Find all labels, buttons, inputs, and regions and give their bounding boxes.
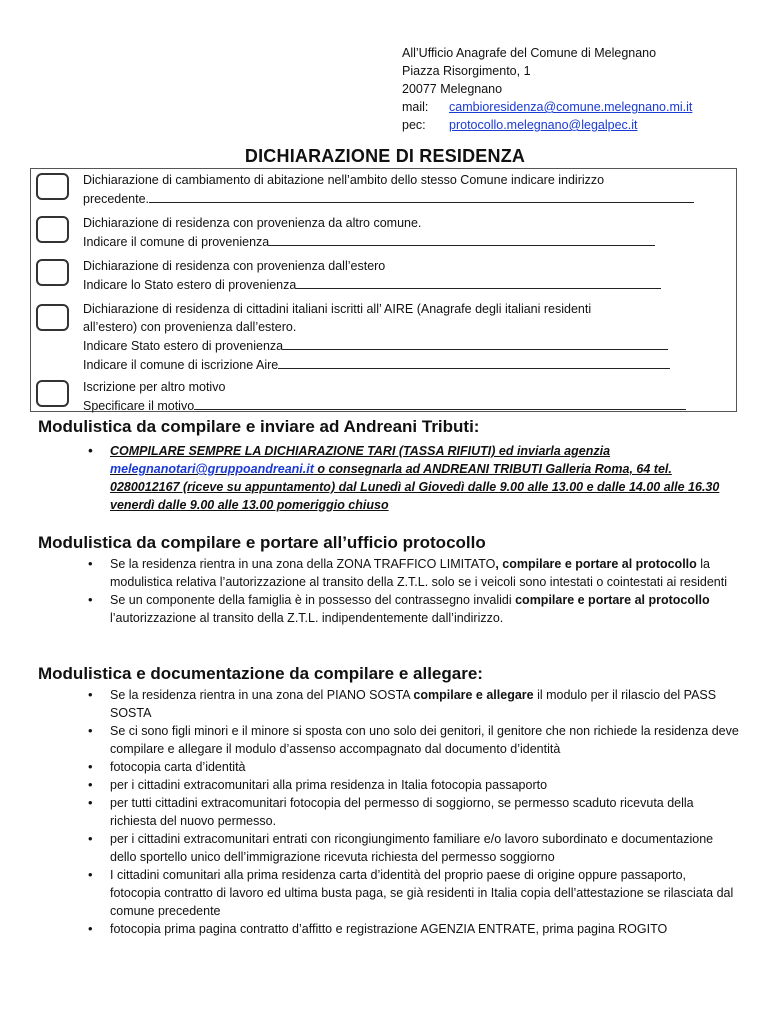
section-heading-protocollo: Modulistica da compilare e portare all’ufficio protocollo [38, 533, 486, 552]
document-title: DICHIARAZIONE DI RESIDENZA [244, 146, 526, 166]
list-item: • Se un componente della famiglia è in possesso del contrassegno invalidi compilare e portare al protocollo l’autorizzazione al transito della Z.T.L. indipendentemente dall’indirizzo. [88, 591, 736, 627]
pec-label: pec: [402, 118, 426, 132]
allegare-list [88, 686, 740, 938]
list-item: • COMPILARE SEMPRE LA DICHIARAZIONE TARI (TASSA RIFIUTI) ed inviarla agenzia melegnanotari@gruppoandreani.it o consegnarla ad ANDREANI TRIBUTI Galleria Roma, 64 tel. 0280012167 (riceve su appuntamento) dal Lunedì al Giovedì dalle 9.00 alle 13.00 e dalle 14.00 alle 16.30 venerdì dalle 9.00 alle 13.00 pomeriggio chiuso [88, 442, 736, 514]
option-text: Dichiarazione di residenza con provenienza da altro comune. Indicare il comune di provenienza [83, 214, 728, 251]
option-text: Dichiarazione di residenza di cittadini italiani iscritti all’ AIRE (Anagrafe degli italiani residenti all’estero) con provenienza dall’estero. Indicare Stato estero di provenienza Indicare il comune di iscrizione Aire [83, 300, 728, 374]
section-heading-allegare: Modulistica e documentazione da compilare e allegare: [38, 664, 483, 683]
fill-line[interactable] [194, 396, 686, 410]
option-checkbox[interactable] [36, 259, 69, 286]
option-checkbox[interactable] [36, 173, 69, 200]
option-text: Dichiarazione di cambiamento di abitazione nell’ambito dello stesso Comune indicare indirizzo precedente. [83, 171, 728, 208]
address-line-1: All’Ufficio Anagrafe del Comune di Melegnano [402, 46, 657, 60]
fill-line[interactable] [149, 189, 694, 203]
andreani-list [88, 442, 736, 514]
list-item: • I cittadini comunitari alla prima residenza carta d’identità del proprio paese di origine oppure passaporto, fotocopia contratto di lavoro ed ultima busta paga, se già residenti in Italia copia dell’attestazione se rilasciata dal comune precedente [88, 866, 740, 920]
mail-link[interactable]: cambioresidenza@comune.melegnano.mi.it [449, 100, 693, 114]
mail-row [402, 98, 692, 116]
list-item: • fotocopia carta d’identità [88, 758, 740, 776]
list-item: • per tutti cittadini extracomunitari fotocopia del permesso di soggiorno, se permesso scaduto ricevuta della richiesta del nuovo permesso. [88, 794, 740, 830]
list-item: • per i cittadini extracomunitari alla prima residenza in Italia fotocopia passaporto [88, 776, 740, 794]
recipient-address [402, 44, 692, 134]
list-item: • Se la residenza rientra in una zona della ZONA TRAFFICO LIMITATO, compilare e portare al protocollo la modulistica relativa l’autorizzazione al transito della Z.T.L. solo se i veicoli sono intestati o cointestati ai residenti [88, 555, 736, 591]
mail-label: mail: [402, 100, 429, 114]
section-heading-andreani: Modulistica da compilare e inviare ad Andreani Tributi: [38, 417, 480, 436]
pec-row [402, 116, 692, 134]
fill-line[interactable] [283, 336, 668, 350]
fill-line[interactable] [296, 275, 661, 289]
option-checkbox[interactable] [36, 216, 69, 243]
option-text: Iscrizione per altro motivo Specificare il motivo [83, 378, 728, 415]
option-checkbox[interactable] [36, 304, 69, 331]
option-checkbox[interactable] [36, 380, 69, 407]
residence-options [30, 168, 737, 412]
protocollo-list [88, 555, 736, 627]
tari-email-link[interactable]: melegnanotari@gruppoandreani.it [110, 462, 314, 476]
option-text: Dichiarazione di residenza con provenienza dall’estero Indicare lo Stato estero di provenienza [83, 257, 728, 294]
address-line-3: 20077 Melegnano [402, 82, 503, 96]
list-item: • per i cittadini extracomunitari entrati con ricongiungimento familiare e/o lavoro subordinato e documentazione dello sportello unico dell’immigrazione ricevuta richiesta del permesso soggiorno [88, 830, 740, 866]
list-item: • Se ci sono figli minori e il minore si sposta con uno solo dei genitori, il genitore che non richiede la residenza deve compilare e allegare il modulo d’assenso accompagnato dal documento d’identità [88, 722, 740, 758]
list-item: • fotocopia prima pagina contratto d’affitto e registrazione AGENZIA ENTRATE, prima pagina ROGITO [88, 920, 740, 938]
address-line-2: Piazza Risorgimento, 1 [402, 64, 531, 78]
fill-line[interactable] [278, 355, 670, 369]
fill-line[interactable] [269, 232, 655, 246]
list-item: • Se la residenza rientra in una zona del PIANO SOSTA compilare e allegare il modulo per il rilascio del PASS SOSTA [88, 686, 740, 722]
pec-link[interactable]: protocollo.melegnano@legalpec.it [449, 118, 638, 132]
